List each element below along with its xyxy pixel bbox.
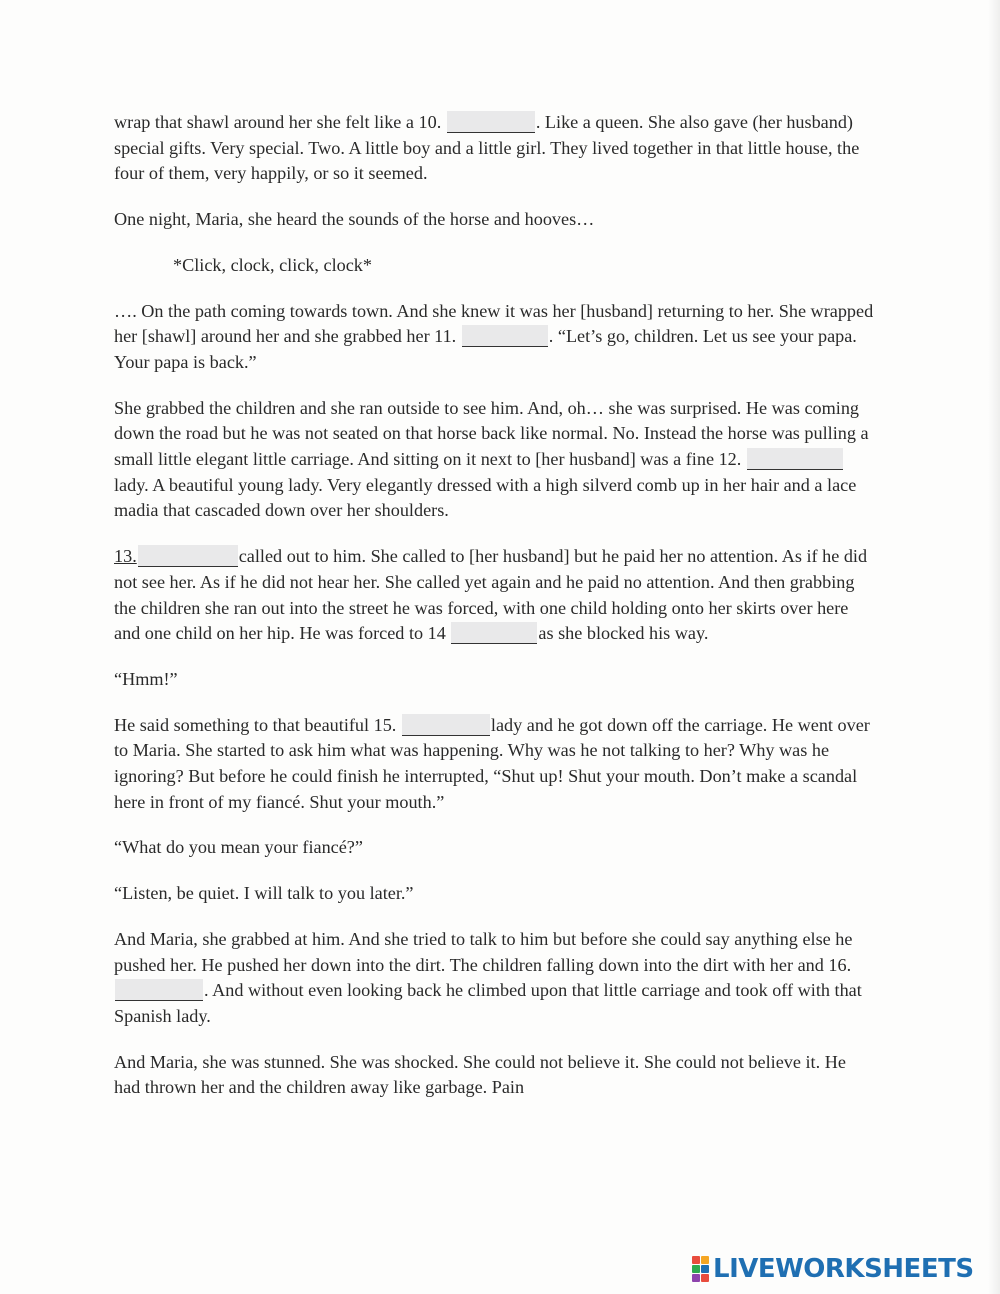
answer-blank-11[interactable]: [462, 325, 548, 347]
paragraph-7: “Hmm!”: [114, 668, 178, 689]
paragraph-1: wrap that shawl around her she felt like a 10. . Like a queen. She also gave (her husband) special gifts. Very special. Two. A little boy and a little girl. They lived together in that little house, the four of them, very happily, or so it seemed.: [114, 112, 860, 184]
answer-blank-10[interactable]: [447, 111, 535, 133]
logo-square-6: [701, 1274, 709, 1282]
answer-blank-14[interactable]: [451, 622, 537, 644]
liveworksheets-logo-icon: [692, 1256, 709, 1282]
story-text: [114, 110, 876, 1121]
answer-blank-12[interactable]: [747, 448, 843, 470]
answer-blank-13[interactable]: [138, 545, 238, 567]
logo-square-2: [701, 1256, 709, 1264]
paragraph-6: 13. called out to him. She called to [her husband] but he paid her no attention. As if he did not see her. As if he did not hear her. She called yet again and he paid no attention. And then grabbing the children she ran out into the street he was forced, with one child holding onto her skirts over here and one child on her hip. He was forced to 14 as she blocked his way.: [114, 546, 868, 644]
answer-blank-15[interactable]: [402, 714, 490, 736]
paragraph-4: …. On the path coming towards town. And she knew it was her [husband] returning to her. She wrapped her [shawl] around her and she grabbed her 11. . “Let’s go, children. Let us see your papa. Your papa is back.”: [114, 300, 874, 372]
liveworksheets-logo: [692, 1254, 974, 1284]
logo-square-3: [692, 1265, 700, 1273]
scan-edge-shadow: [988, 0, 1000, 1294]
paragraph-12: And Maria, she was stunned. She was shocked. She could not believe it. She could not believe it. He had thrown her and the children away like garbage. Pain: [114, 1051, 846, 1098]
paragraph-8: He said something to that beautiful 15. lady and he got down off the carriage. He went over to Maria. She started to ask him what was happening. Why was he not talking to her? Why was he ignoring? But before he could finish he interrupted, “Shut up! Shut your mouth. Don’t make a scandal here in front of my fiancé. Shut your mouth.”: [114, 714, 870, 812]
logo-text: LIVEWORKSHEETS: [713, 1254, 974, 1284]
paragraph-2: One night, Maria, she heard the sounds of the horse and hooves…: [114, 209, 595, 230]
paragraph-5: She grabbed the children and she ran outside to see him. And, oh… she was surprised. He was coming down the road but he was not seated on that horse back like normal. No. Instead the horse was pulling a small little elegant little carriage. And sitting on it next to [her husband] was a fine 12. lady. A beautiful young lady. Very elegantly dressed with a high silverd comb up in her hair and a lace madia that cascaded down over her shoulders.: [114, 397, 869, 521]
logo-square-5: [692, 1274, 700, 1282]
question-number-13: 13.: [114, 546, 137, 567]
logo-square-1: [692, 1256, 700, 1264]
logo-square-4: [701, 1265, 709, 1273]
paragraph-9: “What do you mean your fiancé?”: [114, 837, 363, 858]
paragraph-11: And Maria, she grabbed at him. And she tried to talk to him but before she could say anything else he pushed her. He pushed her down into the dirt. The children falling down into the dirt with her and 16. . And without even looking back he climbed upon that little carriage and took off with that Spanish lady.: [114, 928, 862, 1026]
paragraph-10: “Listen, be quiet. I will talk to you later.”: [114, 883, 414, 904]
answer-blank-16[interactable]: [115, 979, 203, 1001]
paragraph-3: *Click, clock, click, clock*: [173, 254, 372, 275]
